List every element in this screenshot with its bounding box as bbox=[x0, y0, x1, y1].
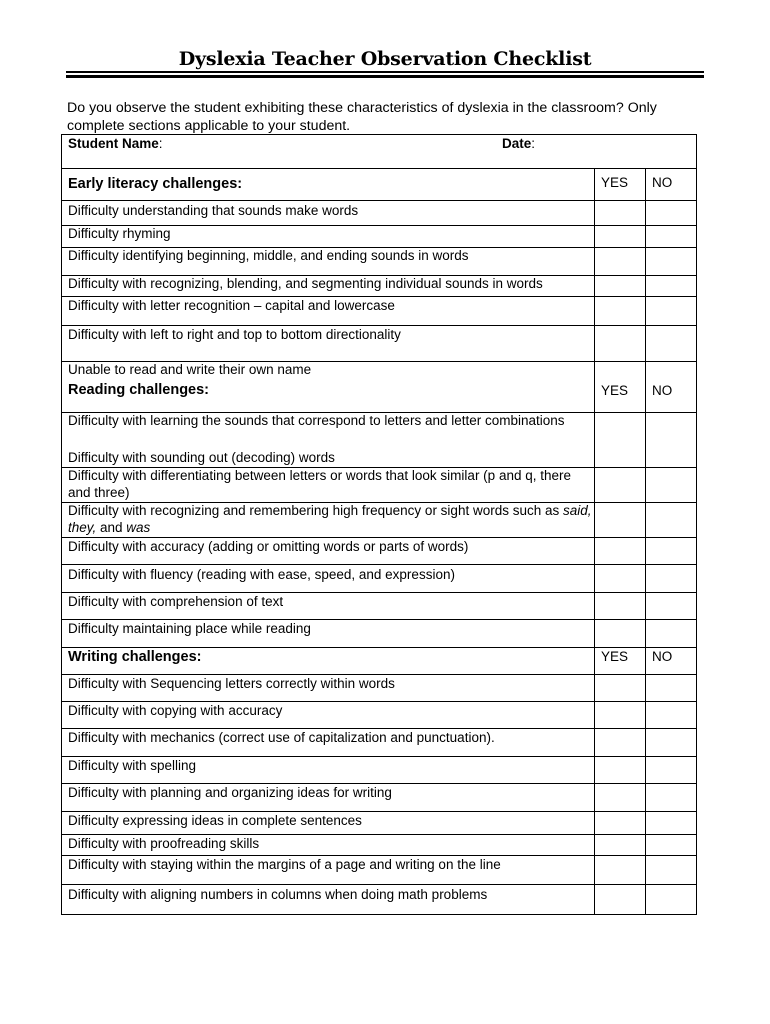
yes-column-header: YES bbox=[594, 648, 645, 674]
yes-cell[interactable] bbox=[594, 413, 645, 449]
yes-cell[interactable] bbox=[594, 835, 645, 855]
intro-text: Do you observe the student exhibiting these characteristics of dyslexia in the classroom? Only complete sections applicable to your student. bbox=[67, 100, 657, 134]
section-title: Early literacy challenges: bbox=[68, 176, 243, 192]
checklist-row bbox=[61, 413, 697, 449]
item-text: Difficulty with comprehension of text bbox=[68, 594, 284, 609]
checklist-row bbox=[61, 702, 697, 729]
sight-word-was: was bbox=[126, 519, 151, 535]
no-cell[interactable] bbox=[645, 326, 697, 361]
yes-cell[interactable] bbox=[594, 784, 645, 811]
checklist-row bbox=[61, 276, 697, 297]
yes-cell[interactable] bbox=[594, 538, 645, 564]
no-column-header: NO bbox=[645, 648, 697, 674]
yes-cell[interactable] bbox=[594, 885, 645, 915]
checklist-row bbox=[61, 538, 697, 565]
item-text: Difficulty with aligning numbers in columns when doing math problems bbox=[68, 887, 488, 902]
yes-cell[interactable] bbox=[594, 675, 645, 701]
title-rule-thick bbox=[66, 75, 704, 78]
no-column-header: NO bbox=[645, 169, 697, 200]
checklist-row bbox=[61, 885, 697, 915]
yes-cell[interactable] bbox=[594, 856, 645, 884]
checklist-row bbox=[61, 729, 697, 757]
no-cell[interactable] bbox=[645, 538, 697, 564]
item-text: Difficulty rhyming bbox=[68, 226, 171, 241]
yes-cell[interactable] bbox=[594, 449, 645, 467]
checklist-row bbox=[61, 856, 697, 885]
checklist-row bbox=[61, 449, 697, 468]
item-text: Difficulty with staying within the margins of a page and writing on the line bbox=[68, 857, 501, 872]
no-cell[interactable] bbox=[645, 468, 697, 502]
item-text: Difficulty with recognizing, blending, and segmenting individual sounds in words bbox=[68, 276, 543, 291]
no-cell[interactable] bbox=[645, 503, 697, 537]
item-text: Difficulty with letter recognition – capital and lowercase bbox=[68, 298, 395, 313]
yes-cell[interactable] bbox=[594, 503, 645, 537]
no-cell[interactable] bbox=[645, 248, 697, 275]
no-cell[interactable] bbox=[645, 835, 697, 855]
yes-column-header: YES bbox=[594, 379, 645, 412]
yes-cell[interactable] bbox=[594, 565, 645, 592]
checklist-row bbox=[61, 593, 697, 620]
yes-cell[interactable] bbox=[594, 362, 645, 379]
no-cell[interactable] bbox=[645, 856, 697, 884]
yes-cell[interactable] bbox=[594, 757, 645, 783]
yes-column-header: YES bbox=[594, 169, 645, 200]
student-name-label: Student Name bbox=[68, 136, 159, 151]
yes-cell[interactable] bbox=[594, 729, 645, 756]
section-header-writing bbox=[61, 648, 697, 675]
no-cell[interactable] bbox=[645, 812, 697, 834]
yes-cell[interactable] bbox=[594, 812, 645, 834]
no-cell[interactable] bbox=[645, 675, 697, 701]
checklist-row bbox=[61, 468, 697, 503]
item-text: Unable to read and write their own name bbox=[68, 362, 312, 377]
checklist-row bbox=[61, 784, 697, 812]
no-cell[interactable] bbox=[645, 226, 697, 247]
no-cell[interactable] bbox=[645, 297, 697, 325]
item-text: Difficulty with accuracy (adding or omitting words or parts of words) bbox=[68, 539, 469, 554]
checklist-row bbox=[61, 226, 697, 248]
item-text: Difficulty with spelling bbox=[68, 758, 197, 773]
page-title: Dyslexia Teacher Observation Checklist bbox=[178, 48, 592, 70]
sight-word-joiner: and bbox=[96, 519, 127, 535]
date-label: Date bbox=[502, 136, 532, 151]
item-text: Difficulty expressing ideas in complete sentences bbox=[68, 813, 362, 828]
yes-cell[interactable] bbox=[594, 326, 645, 361]
checklist-row bbox=[61, 565, 697, 593]
checklist-row bbox=[61, 248, 697, 276]
item-text: Difficulty with Sequencing letters correctly within words bbox=[68, 676, 395, 691]
title-rule bbox=[66, 71, 704, 73]
date-field[interactable] bbox=[502, 136, 535, 151]
item-text: Difficulty with left to right and top to bottom directionality bbox=[68, 327, 401, 342]
no-cell[interactable] bbox=[645, 565, 697, 592]
item-text: Difficulty with planning and organizing ideas for writing bbox=[68, 785, 392, 800]
date-colon: : bbox=[531, 136, 536, 151]
no-cell[interactable] bbox=[645, 362, 697, 379]
yes-cell[interactable] bbox=[594, 226, 645, 247]
checklist-row bbox=[61, 201, 697, 226]
item-text: Difficulty understanding that sounds make words bbox=[68, 203, 359, 218]
item-text: Difficulty with proofreading skills bbox=[68, 836, 260, 851]
checklist-row bbox=[61, 757, 697, 784]
checklist-row bbox=[61, 362, 697, 379]
no-cell[interactable] bbox=[645, 413, 697, 449]
student-date-row bbox=[61, 134, 697, 169]
checklist-row bbox=[61, 297, 697, 326]
item-text-main: Difficulty with recognizing and remembering high frequency or sight words such as bbox=[68, 503, 560, 518]
checklist-row bbox=[61, 835, 697, 856]
item-text: Difficulty identifying beginning, middle, and ending sounds in words bbox=[68, 248, 469, 263]
checklist-row bbox=[61, 675, 697, 702]
item-text: Difficulty with sounding out (decoding) words bbox=[68, 450, 335, 465]
item-text: Difficulty with mechanics (correct use of capitalization and punctuation). bbox=[68, 730, 495, 745]
no-cell[interactable] bbox=[645, 885, 697, 915]
no-cell[interactable] bbox=[645, 201, 697, 225]
student-name-field[interactable] bbox=[68, 136, 163, 151]
no-cell[interactable] bbox=[645, 784, 697, 811]
item-text: Difficulty with learning the sounds that correspond to letters and letter combinations bbox=[68, 413, 565, 428]
item-text bbox=[61, 503, 594, 537]
yes-cell[interactable] bbox=[594, 620, 645, 647]
no-cell[interactable] bbox=[645, 449, 697, 467]
no-column-header: NO bbox=[645, 379, 697, 412]
no-cell[interactable] bbox=[645, 620, 697, 647]
checklist-row bbox=[61, 503, 697, 538]
yes-cell[interactable] bbox=[594, 297, 645, 325]
checklist-row bbox=[61, 812, 697, 835]
sight-word-list: said, they, bbox=[68, 503, 592, 535]
item-text: Difficulty with fluency (reading with ease, speed, and expression) bbox=[68, 567, 455, 582]
yes-cell[interactable] bbox=[594, 201, 645, 225]
no-cell[interactable] bbox=[645, 276, 697, 296]
no-cell[interactable] bbox=[645, 593, 697, 619]
no-cell[interactable] bbox=[645, 729, 697, 756]
no-cell[interactable] bbox=[645, 757, 697, 783]
item-text: Difficulty maintaining place while reading bbox=[68, 621, 311, 636]
item-text: Difficulty with differentiating between letters or words that look similar (p and q, there and three) bbox=[68, 468, 571, 500]
section-header-reading bbox=[61, 379, 697, 413]
yes-cell[interactable] bbox=[594, 702, 645, 728]
checklist-row bbox=[61, 620, 697, 648]
yes-cell[interactable] bbox=[594, 468, 645, 502]
section-title: Writing challenges: bbox=[68, 649, 202, 665]
item-text: Difficulty with copying with accuracy bbox=[68, 703, 283, 718]
student-name-colon: : bbox=[158, 136, 163, 151]
section-title: Reading challenges: bbox=[68, 382, 210, 398]
yes-cell[interactable] bbox=[594, 593, 645, 619]
yes-cell[interactable] bbox=[594, 248, 645, 275]
checklist-row bbox=[61, 326, 697, 362]
yes-cell[interactable] bbox=[594, 276, 645, 296]
no-cell[interactable] bbox=[645, 702, 697, 728]
section-header-early bbox=[61, 169, 697, 201]
